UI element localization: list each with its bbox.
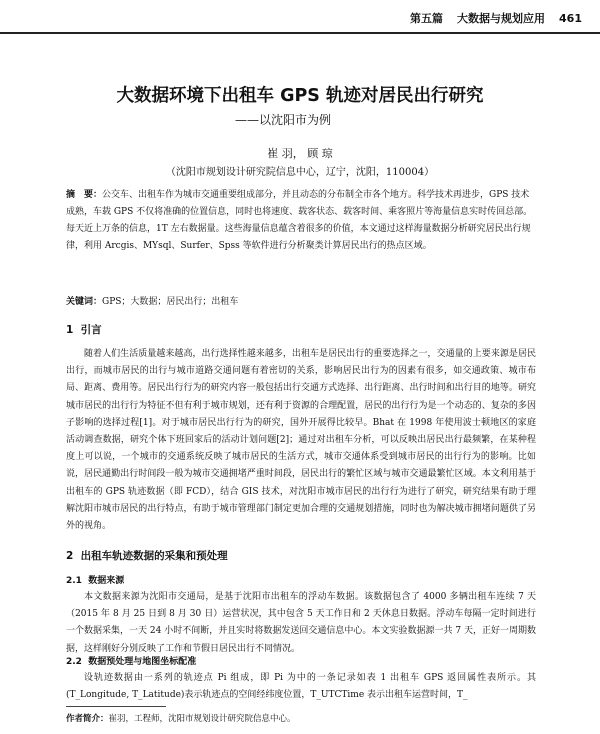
subsection-2-1-title: 数据来源 [88,576,125,586]
subsection-2-1-heading [66,573,124,586]
abstract [66,187,536,255]
page-number: 461 [559,11,582,25]
paper-subtitle: ——以沈阳市为例 [235,113,332,127]
section-2-title: 出租车轨迹数据的采集和预处理 [80,550,228,562]
footnote [66,712,296,724]
keywords-text: GPS；大数据；居民出行；出租车 [102,297,239,307]
header-divider [0,32,600,34]
keywords-label: 关键词： [66,297,103,307]
subsection-2-2-paragraph: 设轨迹数据由一系列的轨迹点 Pi 组成，即 Pi 为中的一条记录如表 1 出租车 GPS 返回属性表所示。其(T_Longitude, T_Latitude)表示轨迹点的空间经纬度位置，T_UTCTime 表示出租车运营时间，T_ [66,673,536,701]
abstract-text: 公交车、出租车作为城市交通重要组成部分，并且动态的分布制全市各个地方。科学技术再进步，GPS 技术成熟，车载 GPS 不仅将准确的位置信息，同时也将速度、载客状态、载客时间、乘客照片等海量信息实时传回总部。每天近上万条的信息，1T 左右数据量。这些海量信息蕴含着很多的价值，本文通过这样海量数据分析研究居民出行规律，利用 Arcgis、MYsql、Surfer、Spss 等软件进行分析聚类计算居民出行的热点区域。 [66,190,533,251]
keywords [66,294,536,307]
footnote-label: 作者简介： [66,714,109,724]
authors: 崔 羽， 顾 琼 [267,147,333,160]
abstract-label: 摘 要： [66,190,103,200]
chapter-label: 第五篇 [410,12,444,25]
section-2-number: 2 [66,550,74,562]
footnote-text: 崔羽，工程师，沈阳市规划设计研究院信息中心。 [108,714,296,724]
section-1-title: 引言 [80,324,102,336]
section-1-number: 1 [66,324,74,336]
footnote-divider [66,706,166,707]
subsection-2-2-heading [66,654,196,667]
affiliation: （沈阳市规划设计研究院信息中心，辽宁，沈阳，110004） [165,167,435,178]
running-header [370,8,582,28]
paper-title: 大数据环境下出租车 GPS 轨迹对居民出行研究 [116,86,484,106]
subsection-2-1-number: 2.1 [66,576,82,586]
section-1-heading [66,322,102,337]
subsection-2-1-paragraph: 本文数据来源为沈阳市交通局，是基于沈阳市出租车的浮动车数据。该数据包含了 4000 多辆出租车连续 7 天（2015 年 8 月 25 日到 8 月 30 日）运营状况，其中包含 5 天工作日和 2 天休息日数据。浮动车每隔一定时间进行一个数据采集，一天 24 小时不间断，并且实时将数据发送回交通信息中心。本文实验数据源一共 7 天，正好一周期数据，这样刚好分别反映了工作和节假日居民出行不同情况。 [66,592,536,654]
section-1-paragraph: 随着人们生活质量越来越高，出行选择性越来越多，出租车是居民出行的重要选择之一，交通量的上要来源是居民出行，而城市居民的出行与城市道路交通问题有着密切的关系，影响居民出行为的因素有很多，如交通政策、城市布局、距离、费用等。居民出行行为的研究内容一般包括出行交通方式选择、出行距离、出行时间和出行目的地等。研究城市居民的出行行为特征不但有利于城市规划，还有利于资源的合理配置，居民的出行行为是一个动态的、复杂的多因子影响的选择过程[1]。对于城市居民出行行为的研究，国外开展得比较早。Bhat 在 1998 年使用波士顿地区的家庭活动调查数据，研究个体下班回家后的活动计划问题[2]；通过对出租车分析，可以反映出居民出行最频繁，在某种程度上可以说，一个城市的交通系统反映了城市居民的生活方式，城市交通体系受到城市居民的出行行为的影响。比如说，居民通勤出行时间段一般为城市交通拥堵严重时间段，居民出行的繁忙区域与城市交通最繁忙区域。本文利用基于出租车的 GPS 轨迹数据（即 FCD），结合 GIS 技术，对沈阳市城市居民的出行行为进行了研究，研究结果有助于理解沈阳市城市居民的出行特点，有助于城市管理部门制定更加合理的交通规划措施，同时也为解决城市拥堵问题供了另外的视角。 [66,349,536,532]
section-2-heading [66,548,228,563]
subsection-2-2-title: 数据预处理与地图坐标配准 [88,657,197,667]
subsection-2-2-number: 2.2 [66,657,82,667]
section-label: 大数据与规划应用 [457,12,546,25]
